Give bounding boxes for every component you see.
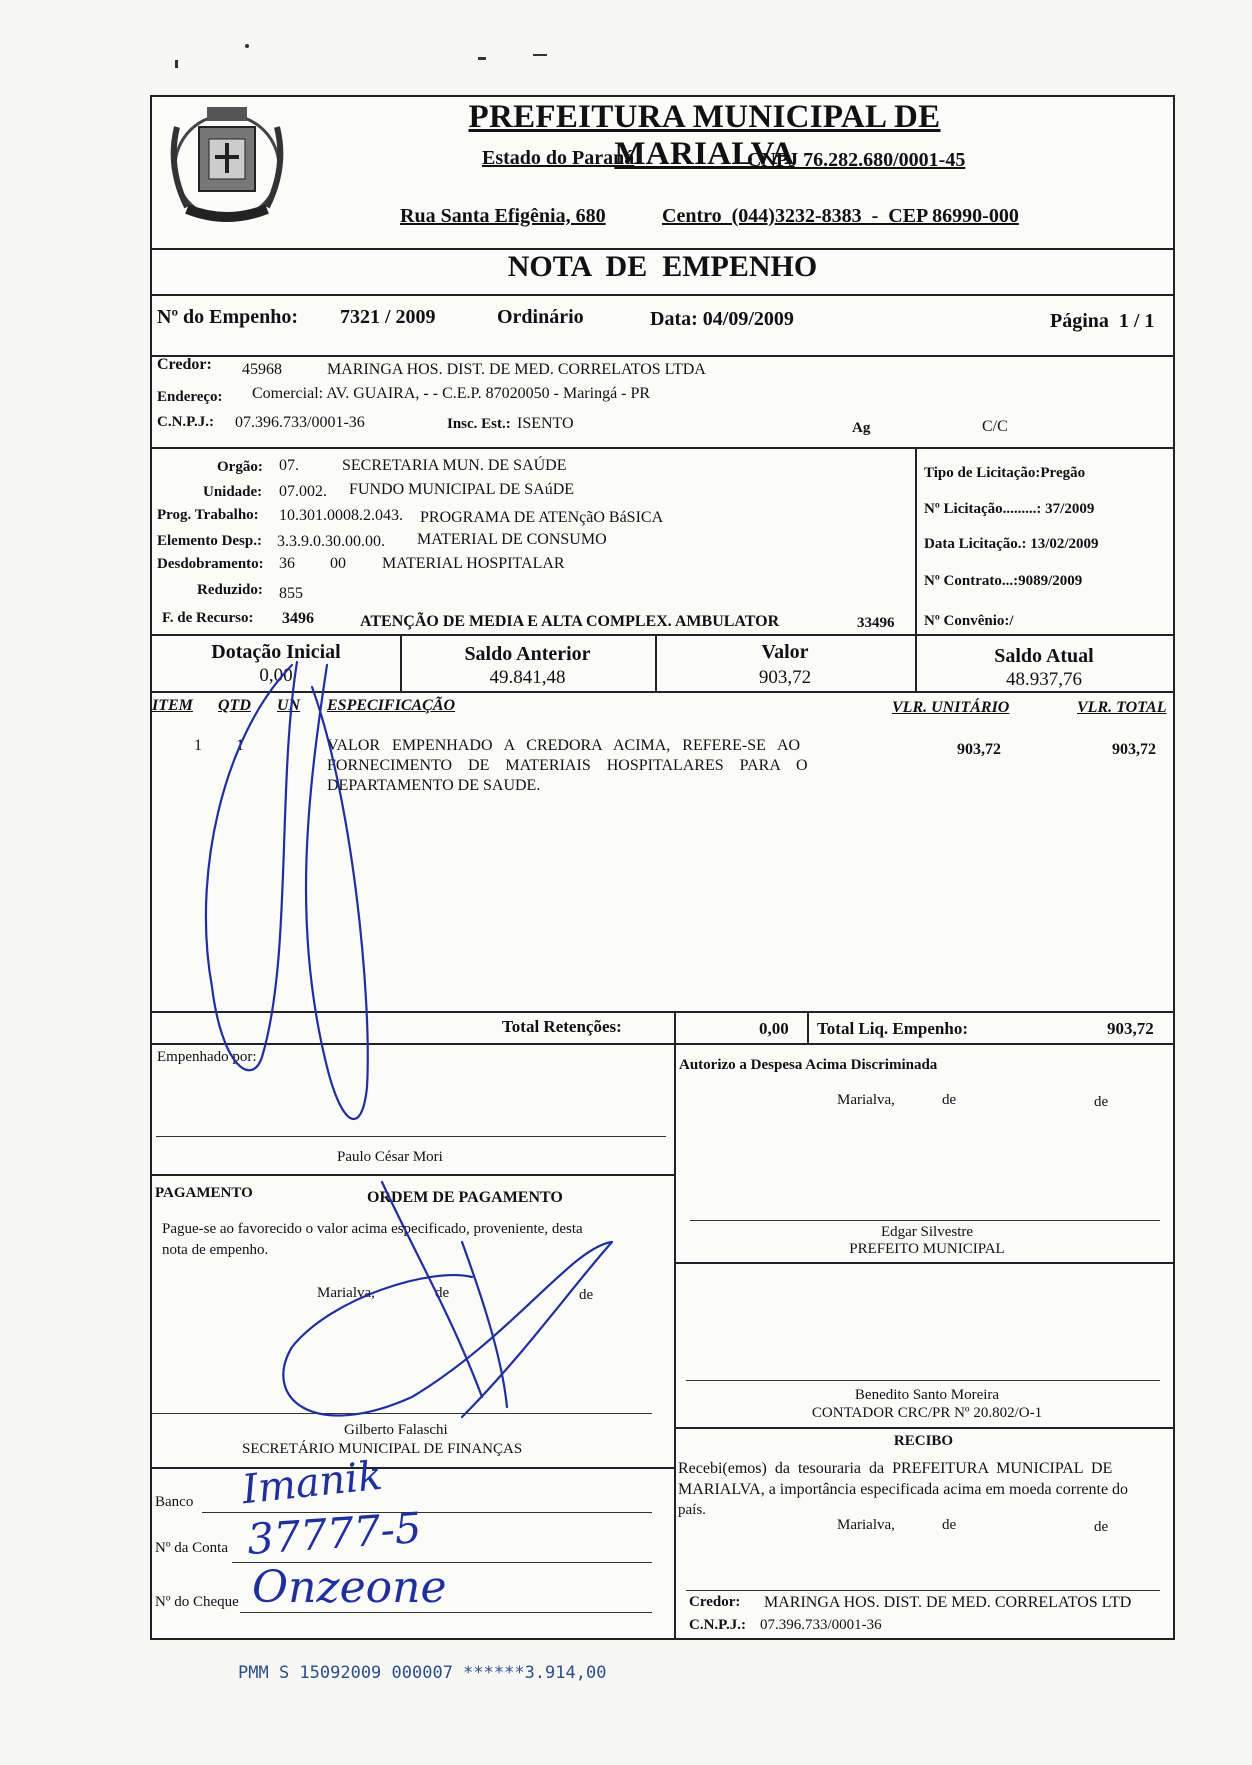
recibo-cnpj-label: C.N.P.J.: <box>689 1617 746 1633</box>
desdobramento-name: MATERIAL HOSPITALAR <box>382 555 565 572</box>
cc-label: C/C <box>982 418 1008 435</box>
elemento-name: MATERIAL DE CONSUMO <box>417 531 607 548</box>
col-vlr-unitario: VLR. UNITÁRIO <box>892 699 1010 716</box>
item-spec-line-1: VALOR EMPENHADO A CREDORA ACIMA, REFERE-SE AO <box>327 737 801 754</box>
edgar-name: Edgar Silvestre <box>880 1224 974 1240</box>
saldo-atual-label: Saldo Atual <box>994 645 1094 667</box>
total-liquido-value: 903,72 <box>1107 1019 1154 1038</box>
licitacao-numero: Nº Licitação.........: 37/2009 <box>924 501 1095 517</box>
header-address-2: Centro (044)3232-8383 - CEP 86990-000 <box>662 205 1019 227</box>
recibo-de-2: de <box>1094 1519 1109 1535</box>
desdobramento-code: 36 <box>279 555 295 572</box>
valor-value: 903,72 <box>758 667 812 688</box>
dotacao-value: 0,00 <box>259 665 293 686</box>
signature-loop-left <box>206 662 297 1070</box>
handwritten-conta: 37777-5 <box>245 1502 424 1565</box>
signature-falaschi <box>283 1182 612 1417</box>
empenho-type: Ordinário <box>497 306 584 328</box>
ag-label: Ag <box>852 420 871 436</box>
ordem-pagamento-label: ORDEM DE PAGAMENTO <box>367 1189 563 1206</box>
saldo-anterior-value: 49.841,48 <box>489 667 566 688</box>
prog-label: Prog. Trabalho: <box>157 507 259 523</box>
valor-label: Valor <box>761 641 809 663</box>
autorizo-label: Autorizo a Despesa Acima Discriminada <box>679 1057 938 1073</box>
scan-speck <box>175 60 178 68</box>
elemento-code: 3.3.9.0.30.00.00. <box>277 533 385 550</box>
orgao-name: SECRETARIA MUN. DE SAÚDE <box>342 457 567 474</box>
unidade-name: FUNDO MUNICIPAL DE SAúDE <box>349 481 575 498</box>
prog-name: PROGRAMA DE ATENçãO BáSICA <box>420 509 664 526</box>
item-unit-value: 903,72 <box>957 741 1001 758</box>
banco-label: Banco <box>155 1494 194 1510</box>
cheque-label: Nº do Cheque <box>155 1594 239 1610</box>
recibo-title: RECIBO <box>893 1433 954 1449</box>
autorizo-marialva: Marialva, <box>837 1092 895 1108</box>
autorizo-de-2: de <box>1094 1094 1109 1110</box>
credor-label: Credor: <box>157 356 212 373</box>
total-liquido-label: Total Liq. Empenho: <box>817 1019 968 1038</box>
pagamento-de-1: de <box>435 1285 450 1301</box>
credor-insc: ISENTO <box>517 415 574 432</box>
nota-de-empenho-form <box>150 95 1175 1640</box>
col-un: UN <box>277 697 301 714</box>
item-spec-line-3: DEPARTAMENTO DE SAUDE. <box>327 777 541 794</box>
col-item: ITEM <box>152 697 193 714</box>
cnpj-label: C.N.P.J.: <box>157 414 214 430</box>
pagamento-de-2: de <box>579 1287 594 1303</box>
reduzido-value: 855 <box>279 585 303 602</box>
document-title: NOTA DE EMPENHO <box>507 250 818 283</box>
total-retencoes-value: 0,00 <box>759 1019 789 1038</box>
col-qtd: QTD <box>218 697 251 714</box>
insc-label: Insc. Est.: <box>447 416 511 432</box>
unidade-label: Unidade: <box>203 484 263 500</box>
signature-loop-right <box>306 665 368 1119</box>
licitacao-tipo: Tipo de Licitação:Pregão <box>924 465 1086 481</box>
secretario-title: SECRETÁRIO MUNICIPAL DE FINANÇAS <box>242 1441 523 1457</box>
prog-code: 10.301.0008.2.043. <box>279 507 403 524</box>
pagamento-marialva: Marialva, <box>317 1285 375 1301</box>
total-retencoes-label: Total Retenções: <box>502 1017 622 1036</box>
payment-stamp: PMM S 15092009 000007 ******3.914,00 <box>238 1663 607 1683</box>
saldo-atual-value: 48.937,76 <box>1006 669 1082 690</box>
saldo-anterior-label: Saldo Anterior <box>464 643 591 665</box>
pagamento-label: PAGAMENTO <box>155 1185 253 1201</box>
recibo-marialva: Marialva, <box>837 1517 895 1533</box>
signature-falaschi-stroke <box>462 1242 507 1407</box>
fonte-name: ATENÇÃO DE MEDIA E ALTA COMPLEX. AMBULATOR <box>360 613 780 630</box>
credor-address: Comercial: AV. GUAIRA, - - C.E.P. 87020050 - Maringá - PR <box>252 385 651 402</box>
prefeito-title: PREFEITO MUNICIPAL <box>849 1241 1005 1257</box>
item-spec-line-2: FORNECIMENTO DE MATERIAIS HOSPITALARES PARA O <box>327 757 808 774</box>
licitacao-data: Data Licitação.: 13/02/2009 <box>924 536 1099 552</box>
header-cnpj: CNPJ 76.282.680/0001-45 <box>747 149 966 171</box>
pague-se-line-2: nota de empenho. <box>162 1242 269 1258</box>
fonte-code: 3496 <box>282 610 314 627</box>
recibo-line-1: Recebi(emos) da tesouraria da PREFEITURA MUNICIPAL DE <box>678 1460 1113 1477</box>
elemento-label: Elemento Desp.: <box>157 533 262 549</box>
handwritten-cheque: Onzeone <box>252 1562 447 1613</box>
empenho-page: Página 1 / 1 <box>1050 310 1155 332</box>
fonte-number: 33496 <box>857 615 895 631</box>
autorizo-de-1: de <box>942 1092 957 1108</box>
paulo-mori-name: Paulo César Mori <box>337 1149 443 1165</box>
desdobramento-label: Desdobramento: <box>157 556 264 572</box>
col-especificacao: ESPECIFICAÇÃO <box>327 697 456 714</box>
fonte-label: F. de Recurso: <box>162 610 254 626</box>
scan-speck <box>478 57 486 60</box>
desdobramento-code-2: 00 <box>330 555 346 572</box>
empenho-date: Data: 04/09/2009 <box>650 308 794 330</box>
item-number: 1 <box>194 737 202 754</box>
item-qtd: 1 <box>236 737 244 754</box>
orgao-code: 07. <box>279 457 299 474</box>
dotacao-label: Dotação Inicial <box>211 641 341 663</box>
pague-se-line-1: Pague-se ao favorecido o valor acima especificado, proveniente, desta <box>162 1221 583 1237</box>
conta-label: Nº da Conta <box>155 1540 228 1556</box>
header-state: Estado do Paraná <box>482 147 635 169</box>
credor-code: 45968 <box>242 361 282 378</box>
col-vlr-total: VLR. TOTAL <box>1077 699 1167 716</box>
header-address: Rua Santa Efigênia, 680 <box>400 205 606 227</box>
contador-title: CONTADOR CRC/PR Nº 20.802/O-1 <box>811 1405 1043 1421</box>
header-title: PREFEITURA MUNICIPAL DE MARIALVA <box>468 99 941 172</box>
recibo-credor-label: Credor: <box>689 1594 741 1610</box>
empenhado-por-label: Empenhado por: <box>157 1049 257 1065</box>
licitacao-convenio: Nº Convênio:/ <box>924 613 1014 629</box>
recibo-line-3: país. <box>678 1502 706 1518</box>
falaschi-name: Gilberto Falaschi <box>344 1422 448 1438</box>
scan-speck <box>533 54 547 56</box>
reduzido-label: Reduzido: <box>197 582 263 598</box>
credor-cnpj: 07.396.733/0001-36 <box>235 414 365 431</box>
item-total-value: 903,72 <box>1112 741 1156 758</box>
recibo-credor-name: MARINGA HOS. DIST. DE MED. CORRELATOS LTD <box>764 1594 1132 1611</box>
unidade-code: 07.002. <box>279 483 327 500</box>
recibo-cnpj-value: 07.396.733/0001-36 <box>760 1617 882 1633</box>
recibo-line-2: MARIALVA, a importância especificada acima em moeda corrente do <box>678 1481 1129 1498</box>
empenho-number-label: Nº do Empenho: <box>157 306 299 328</box>
empenho-number: 7321 / 2009 <box>340 306 436 328</box>
licitacao-contrato: Nº Contrato...:9089/2009 <box>924 573 1083 589</box>
benedito-name: Benedito Santo Moreira <box>854 1387 1000 1403</box>
orgao-label: Orgão: <box>217 459 263 475</box>
recibo-de-1: de <box>942 1517 957 1533</box>
scan-speck <box>245 44 249 48</box>
signatures-overlay <box>152 97 1173 1638</box>
credor-name: MARINGA HOS. DIST. DE MED. CORRELATOS LTDA <box>327 361 706 378</box>
handwritten-banco: Imanik <box>239 1452 385 1514</box>
endereco-label: Endereço: <box>157 389 223 405</box>
